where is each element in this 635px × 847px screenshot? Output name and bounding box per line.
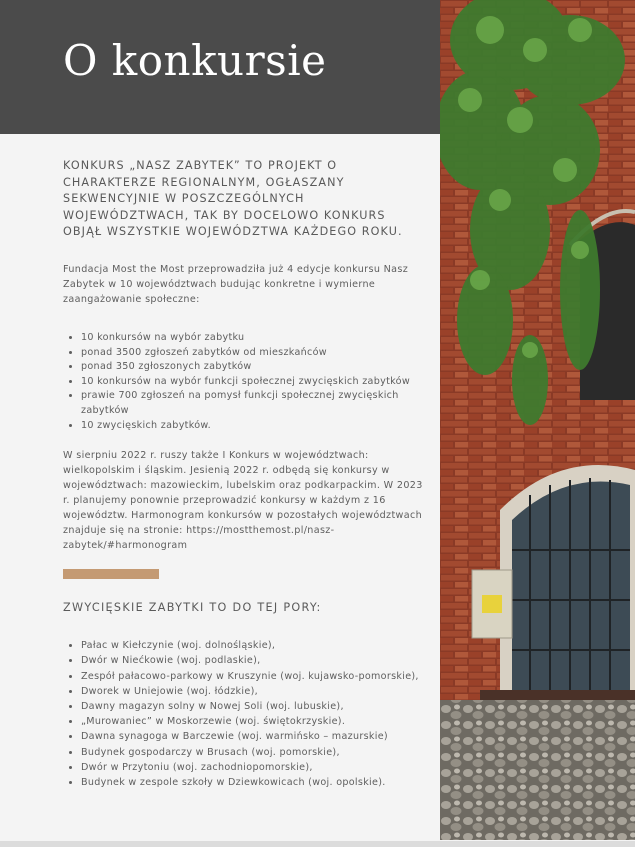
- list-item: • „Murowaniec” w Moskorzewie (woj. świętokrzyskie).: [81, 714, 425, 729]
- intro-paragraph: Fundacja Most the Most przeprowadziła już 4 edycje konkursu Nasz Zabytek w 10 województwach budując konkretne i wymierne zaangażowanie społeczne:: [63, 263, 409, 305]
- list-item: • Pałac w Kiełczynie (woj. dolnośląskie),: [81, 638, 425, 653]
- list-item: • Dwór w Przytoniu (woj. zachodniopomorskie),: [81, 760, 425, 775]
- schedule-paragraph: W sierpniu 2022 r. ruszy także I Konkurs w województwach: wielkopolskim i śląskim. Jesienią 2022 r. odbędą się konkursy w województwach: mazowieckim, lubelskim oraz podkarpackim. W 2023 r. planujemy ponownie przeprowadzić konkursy w każdym z 16 województw. Harmonogram konkursów w pozostałych województwach znajduje się na stronie: https://mostthemost.pl/nasz-zabytek/#harmonogram: [63, 450, 423, 552]
- list-item: • ponad 350 zgłoszonych zabytków: [81, 360, 425, 375]
- winners-list: [63, 638, 425, 790]
- list-item: • 10 konkursów na wybór zabytku: [81, 331, 425, 346]
- winners-title: ZWYCIĘSKIE ZABYTKI TO DO TEJ PORY:: [63, 601, 322, 615]
- list-item: • Dworek w Uniejowie (woj. łódzkie),: [81, 684, 425, 699]
- list-item: • 10 zwycięskich zabytków.: [81, 419, 425, 434]
- stats-list: [63, 331, 425, 433]
- list-item: • Dawna synagoga w Barczewie (woj. warmińsko – mazurskie): [81, 729, 425, 744]
- list-item: • Dwór w Niećkowie (woj. podlaskie),: [81, 653, 425, 668]
- main-content: [63, 158, 425, 790]
- list-item: • 10 konkursów na wybór funkcji społecznej zwycięskich zabytków: [81, 375, 425, 390]
- list-item: • Budynek w zespole szkoły w Dziewkowicach (woj. opolskie).: [81, 775, 425, 790]
- page-title: O konkursie: [63, 36, 327, 85]
- bottom-divider: [0, 841, 635, 847]
- accent-divider: [63, 569, 159, 579]
- list-item: • Budynek gospodarczy w Brusach (woj. pomorskie),: [81, 745, 425, 760]
- list-item: • ponad 3500 zgłoszeń zabytków od mieszkańców: [81, 346, 425, 361]
- list-item: • prawie 700 zgłoszeń na pomysł funkcji społecznej zwycięskich zabytków: [81, 389, 425, 418]
- brick-building-ivy-photo: [440, 0, 635, 840]
- list-item: • Dawny magazyn solny w Nowej Soli (woj. lubuskie),: [81, 699, 425, 714]
- list-item: • Zespół pałacowo-parkowy w Kruszynie (woj. kujawsko-pomorskie),: [81, 669, 425, 684]
- intro-lead: KONKURS „NASZ ZABYTEK” TO PROJEKT O CHARAKTERZE REGIONALNYM, OGŁASZANY SEKWENCYJNIE W POSZCZEGÓLNYCH WOJEWÓDZTWACH, TAK BY DOCELOWO KONKURS OBJĄŁ WSZYSTKIE WOJEWÓDZTWA KAŻDEGO ROKU.: [63, 159, 403, 239]
